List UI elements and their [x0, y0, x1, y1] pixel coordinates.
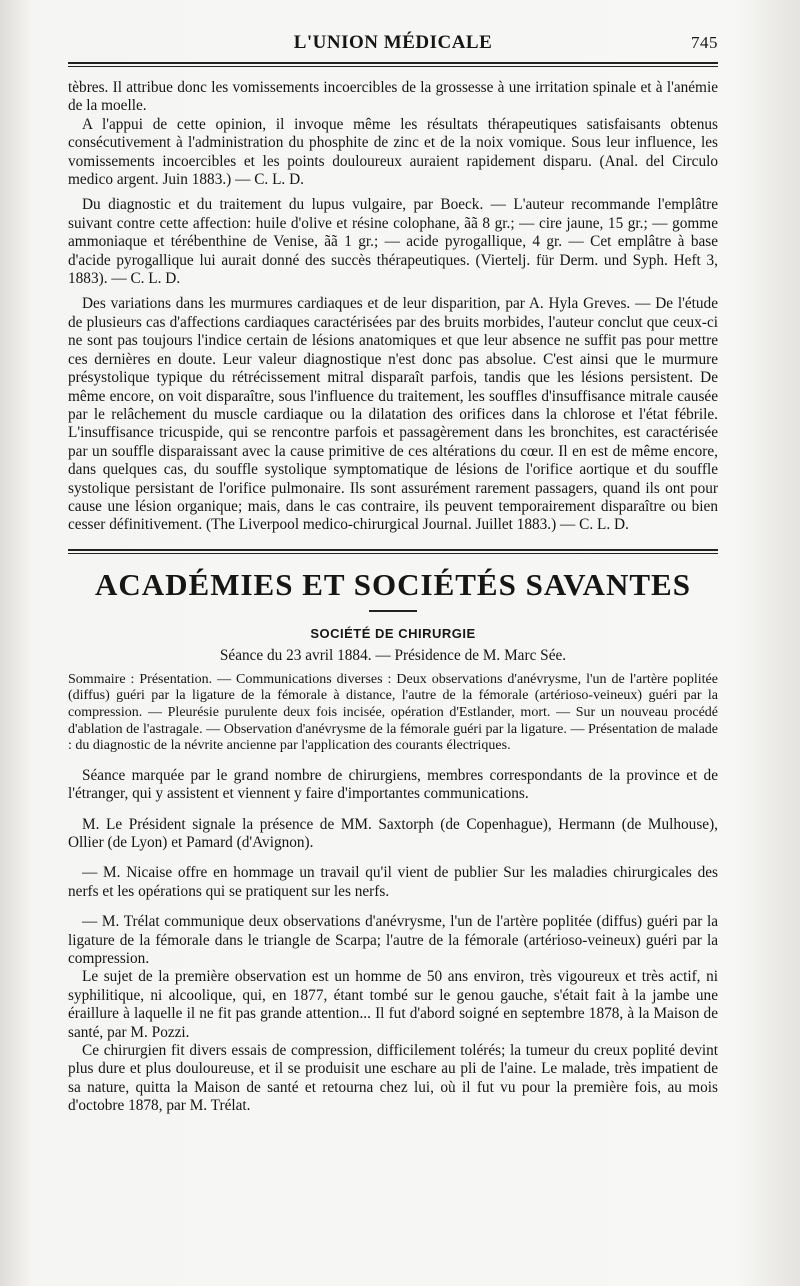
sommaire-text: Sommaire : Présentation. — Communications diverses : Deux observations d'anévrysme, l'un de l'artère poplitée (diffus) guéri par la ligature de la fémorale à distance, l'autre de la fémorale (artérioso-veineux) guéri par la compression. — Pleurésie purulente deux fois incisée, opération d'Estlander, mort. — Sur un nouveau procédé d'ablation de l'astragale. — Observation d'anévrysme de la fémorale guéri par la ligature. — Présentation de malade : du diagnostic de la névrite ancienne par l'application des courants électriques. [68, 671, 718, 754]
paragraph-lupus: Du diagnostic et du traitement du lupus vulgaire, par Boeck. — L'auteur recommande l'emplâtre suivant contre cette affection: huile d'olive et résine colophane, ãã 8 gr.; — cire jaune, 15 gr.; — gomme ammoniaque et térébenthine de Venise, ãã 1 gr.; — acide pyrogallique, 4 gr. — Cet emplâtre à base d'acide pyrogallique lui aurait donné des succès thérapeutiques. (Viertelj. für Derm. und Syph. Heft 3, 1883). — C. L. D. [68, 196, 718, 288]
sommaire-block [68, 672, 718, 755]
section-title: ACADÉMIES ET SOCIÉTÉS SAVANTES [95, 566, 691, 602]
body-paragraph-observation: Le sujet de la première observation est un homme de 50 ans environ, très vigoureux et très actif, ni syphilitique, ni alcoolique, qui, en 1877, étant tombé sur le genou gauche, s'était fait à la jambe une éraillure à laquelle il ne fit pas grande attention... Il fut d'abord soigné en septembre 1878, à la Maison de santé, par M. Pozzi. [68, 968, 718, 1041]
body-paragraph-nicaise: — M. Nicaise offre en hommage un travail qu'il vient de publier Sur les maladies chirurgicales des nerfs et les opérations qui se pratiquent sur les nerfs. [68, 864, 718, 900]
section-rule-thin [68, 553, 718, 554]
running-header [68, 26, 718, 60]
body-paragraph-compression: Ce chirurgien fit divers essais de compression, difficilement tolérés; la tumeur du creux poplité devint plus dure et plus douloureuse, et il se produisit une eschare au pli de l'aine. Le malade, très impatient de sa nature, quitta la Maison de santé et retourna chez lui, où il fut vu pour la première fois, au mois d'octobre 1878, par M. Trélat. [68, 1042, 718, 1115]
title-ornament-rule [369, 610, 417, 612]
seance-line: Séance du 23 avril 1884. — Présidence de M. Marc Sée. [219, 646, 567, 664]
body-paragraph-president: M. Le Président signale la présence de MM. Saxtorph (de Copenhague), Hermann (de Mulhouse), Ollier (de Lyon) et Pamard (d'Avignon). [68, 815, 718, 851]
paragraph-continuation: tèbres. Il attribue donc les vomissements incoercibles de la grossesse à une irritation spinale et à l'anémie de la moelle. [68, 79, 718, 115]
header-rule [68, 62, 718, 64]
journal-title: L'UNION MÉDICALE [293, 32, 493, 53]
page-number: 745 [691, 33, 718, 52]
body-paragraph-seance: Séance marquée par le grand nombre de chirurgiens, membres correspondants de la province et de l'étranger, qui y assistent et viennent y faire d'importantes communications. [68, 766, 718, 803]
body-paragraph-trelat: — M. Trélat communique deux observations d'anévrysme, l'un de l'artère poplitée (diffus) guéri par la ligature de la fémorale dans le triangle de Scarpa; l'autre de la fémorale (artérioso-veineux) guéri par la compression. [68, 913, 718, 967]
paragraph-murmures: Des variations dans les murmures cardiaques et de leur disparition, par A. Hyla Greves. — De l'étude de plusieurs cas d'affections cardiaques caractérisées par des bruits morbides, l'auteur conclut que ceux-ci ne sont pas toujours l'indice certain de lésions anatomiques et que leur absence ne suffit pas pour mettre ces dernières en doute. Leur valeur diagnostique n'est donc pas absolue. C'est ainsi que le murmure présystolique typique du rétrécissement mitral disparaît parfois, tandis que les lésions persistent. De même encore, on voit disparaître, sous l'influence du traitement, les souffles d'insuffisance mitrale causée par le relâchement du muscle cardiaque ou la dilatation des orifices dans la chlorose et l'état fébrile. L'insuffisance tricuspide, qui se rencontre parfois et passagèrement dans les bronchites, est caractérisée par un souffle disparaissant avec la cause primitive de ces altérations du cœur. Il en est de même encore, dans quelques cas, du souffle systolique symptomatique de lésions de l'orifice aortique et du souffle systolique persistant de l'orifice pulmonaire. Ils sont assurément rarement passagers, quand ils ont pour cause une lésion organique; mais, dans le cas contraire, ils peuvent temporairement disparaître ou bien cesser définitivement. (The Liverpool medico-chirurgical Journal. Juillet 1883.) — C. L. D. [68, 295, 718, 534]
society-heading: SOCIÉTÉ DE CHIRURGIE [310, 625, 476, 641]
paragraph-opinion: A l'appui de cette opinion, il invoque même les résultats thérapeutiques satisfaisants obtenus consécutivement à l'administration du phosphite de zinc et de la noix vomique. Sous leur influence, les vomissements incoercibles et les points douloureux auraient rapidement disparu. (Anal. del Circulo medico argent. Juin 1883.) — C. L. D. [68, 115, 718, 189]
header-rule-thin [68, 66, 718, 67]
section-rule [68, 549, 718, 551]
